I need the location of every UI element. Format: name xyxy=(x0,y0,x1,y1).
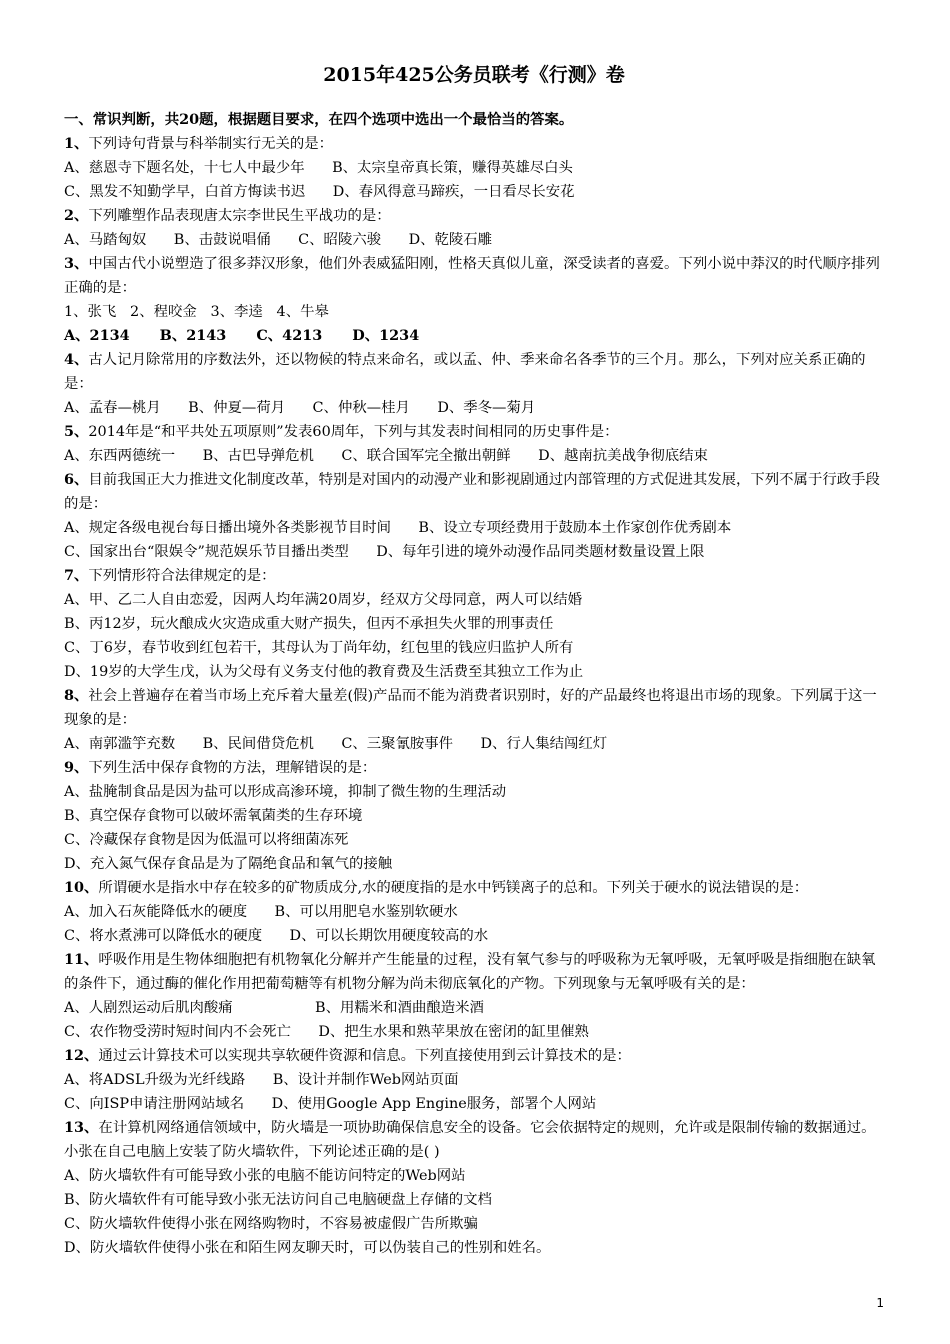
option-line: 1、张飞 2、程咬金 3、李逵 4、牛皋 xyxy=(64,304,329,320)
question-item xyxy=(64,1116,884,1260)
question-stem xyxy=(64,1044,884,1068)
option-line: A、防火墙软件有可能导致小张的电脑不能访问特定的Web网站 xyxy=(64,1168,466,1184)
question-text: 2014年是“和平共处五项原则”发表60周年，下列与其发表时间相同的历史事件是： xyxy=(88,424,619,440)
question-text: 下列生活中保存食物的方法，理解错误的是： xyxy=(88,760,377,776)
question-text: 下列雕塑作品表现唐太宗李世民生平战功的是： xyxy=(88,208,391,224)
question-item xyxy=(64,204,884,252)
question-item xyxy=(64,132,884,204)
question-item xyxy=(64,468,884,564)
question-stem xyxy=(64,468,884,516)
question-number: 1、 xyxy=(64,135,89,152)
option-line: C、黑发不知勤学早，白首方悔读书迟 D、春风得意马蹄疾，一日看尽长安花 xyxy=(64,184,575,200)
question-stem xyxy=(64,252,884,300)
question-number: 13、 xyxy=(64,1119,99,1136)
question-number: 4、 xyxy=(64,351,89,368)
question-stem xyxy=(64,1116,884,1164)
option-line: B、丙12岁，玩火酿成火灾造成重大财产损失，但丙不承担失火罪的刑事责任 xyxy=(64,616,554,632)
option-line: D、充入氮气保存食品是为了隔绝食品和氧气的接触 xyxy=(64,856,393,872)
option-line: C、农作物受涝时短时间内不会死亡 D、把生水果和熟苹果放在密闭的缸里催熟 xyxy=(64,1024,589,1040)
question-stem xyxy=(64,948,884,996)
question-text: 通过云计算技术可以实现共享软硬件资源和信息。下列直接使用到云计算技术的是： xyxy=(98,1048,631,1064)
question-number: 5、 xyxy=(64,423,89,440)
question-text: 在计算机网络通信领域中，防火墙是一项协助确保信息安全的设备。它会依据特定的规则，允许或是限制传输的数据通过。小张在自己电脑上安装了防火墙软件，下列论述正确的是( ) xyxy=(64,1120,876,1160)
question-item xyxy=(64,684,884,756)
question-stem xyxy=(64,204,884,228)
question-item xyxy=(64,1044,884,1116)
option-line: A、规定各级电视台每日播出境外各类影视节目时间 B、设立专项经费用于鼓励本土作家创作优秀剧本 xyxy=(64,520,732,536)
question-number: 12、 xyxy=(64,1047,99,1064)
question-text: 社会上普遍存在着当市场上充斥着大量差(假)产品而不能为消费者识别时，好的产品最终也将退出市场的现象。下列属于这一现象的是： xyxy=(64,688,877,728)
question-text: 下列诗句背景与科举制实行无关的是： xyxy=(88,136,334,152)
option-line: A、加入石灰能降低水的硬度 B、可以用肥皂水鉴别软硬水 xyxy=(64,904,458,920)
option-line: A、盐腌制食品是因为盐可以形成高渗环境，抑制了微生物的生理活动 xyxy=(64,784,507,800)
question-stem xyxy=(64,132,884,156)
option-line: C、向ISP申请注册网站域名 D、使用Google App Engine服务，部署个人网站 xyxy=(64,1096,597,1112)
option-line: A、南郭滥竽充数 B、民间借贷危机 C、三聚氰胺事件 D、行人集结闯红灯 xyxy=(64,736,608,752)
option-line: C、将水煮沸可以降低水的硬度 D、可以长期饮用硬度较高的水 xyxy=(64,928,489,944)
option-line: A、2134 B、2143 C、4213 D、1234 xyxy=(64,327,420,344)
question-list xyxy=(64,132,884,1260)
option-line: A、东西两德统一 B、古巴导弹危机 C、联合国军完全撤出朝鲜 D、越南抗美战争彻底结束 xyxy=(64,448,708,464)
question-text: 下列情形符合法律规定的是： xyxy=(88,568,276,584)
question-number: 8、 xyxy=(64,687,89,704)
option-line: C、冷藏保存食物是因为低温可以将细菌冻死 xyxy=(64,832,349,848)
option-line: C、丁6岁，春节收到红包若干，其母认为丁尚年幼，红包里的钱应归监护人所有 xyxy=(64,640,574,656)
option-line: C、国家出台“限娱令”规范娱乐节目播出类型 D、每年引进的境外动漫作品同类题材数量设置上限 xyxy=(64,544,705,560)
document-page xyxy=(64,62,884,1260)
question-stem xyxy=(64,420,884,444)
question-item xyxy=(64,420,884,468)
option-line: A、慈恩寺下题名处，十七人中最少年 B、太宗皇帝真长策，赚得英雄尽白头 xyxy=(64,160,573,176)
option-line: A、甲、乙二人自由恋爱，因两人均年满20周岁，经双方父母同意，两人可以结婚 xyxy=(64,592,582,608)
question-text: 呼吸作用是生物体细胞把有机物氧化分解并产生能量的过程，没有氧气参与的呼吸称为无氧呼吸，无氧呼吸是指细胞在缺氧的条件下，通过酶的催化作用把葡萄糖等有机物分解为尚未彻底氧化的产物。下列现象与无氧呼吸有关的是： xyxy=(64,952,876,992)
question-item xyxy=(64,756,884,876)
question-text: 古人记月除常用的序数法外，还以物候的特点来命名，或以孟、仲、季来命名各季节的三个月。那么，下列对应关系正确的是： xyxy=(64,352,866,392)
question-stem xyxy=(64,348,884,396)
question-number: 10、 xyxy=(64,879,99,896)
question-stem xyxy=(64,876,884,900)
option-line: C、防火墙软件使得小张在网络购物时，不容易被虚假广告所欺骗 xyxy=(64,1216,478,1232)
question-item xyxy=(64,348,884,420)
question-number: 3、 xyxy=(64,255,89,272)
question-stem xyxy=(64,564,884,588)
question-stem xyxy=(64,756,884,780)
page-title: 2015年425公务员联考《行测》卷 xyxy=(323,64,625,86)
question-item xyxy=(64,876,884,948)
page-number: 1 xyxy=(876,1296,884,1310)
question-number: 2、 xyxy=(64,207,89,224)
option-line: B、真空保存食物可以破坏需氧菌类的生存环境 xyxy=(64,808,363,824)
question-text: 目前我国正大力推进文化制度改革，特别是对国内的动漫产业和影视剧通过内部管理的方式促进其发展，下列不属于行政手段的是： xyxy=(64,472,880,512)
question-number: 7、 xyxy=(64,567,89,584)
option-line: D、防火墙软件使得小张在和陌生网友聊天时，可以伪装自己的性别和姓名。 xyxy=(64,1240,551,1256)
option-line: A、人剧烈运动后肌肉酸痛 B、用糯米和酒曲酿造米酒 xyxy=(64,1000,484,1016)
question-item xyxy=(64,948,884,1044)
option-line: A、将ADSL升级为光纤线路 B、设计并制作Web网站页面 xyxy=(64,1072,459,1088)
option-line: D、19岁的大学生戊，认为父母有义务支付他的教育费及生活费至其独立工作为止 xyxy=(64,664,584,680)
option-line: A、孟春—桃月 B、仲夏—荷月 C、仲秋—桂月 D、季冬—菊月 xyxy=(64,400,536,416)
question-number: 6、 xyxy=(64,471,89,488)
section-heading: 一、常识判断，共20题，根据题目要求，在四个选项中选出一个最恰当的答案。 xyxy=(64,111,574,128)
question-text: 所谓硬水是指水中存在较多的矿物质成分,水的硬度指的是水中钙镁离子的总和。下列关于硬水的说法错误的是： xyxy=(98,880,809,896)
question-number: 11、 xyxy=(64,951,99,968)
question-text: 中国古代小说塑造了很多莽汉形象，他们外表威猛阳刚，性格天真似儿童，深受读者的喜爱。下列小说中莽汉的时代顺序排列正确的是： xyxy=(64,256,880,296)
question-item xyxy=(64,564,884,684)
question-number: 9、 xyxy=(64,759,89,776)
option-line: B、防火墙软件有可能导致小张无法访问自己电脑硬盘上存储的文档 xyxy=(64,1192,492,1208)
question-item xyxy=(64,252,884,348)
option-line: A、马踏匈奴 B、击鼓说唱俑 C、昭陵六骏 D、乾陵石雕 xyxy=(64,232,493,248)
question-stem xyxy=(64,684,884,732)
